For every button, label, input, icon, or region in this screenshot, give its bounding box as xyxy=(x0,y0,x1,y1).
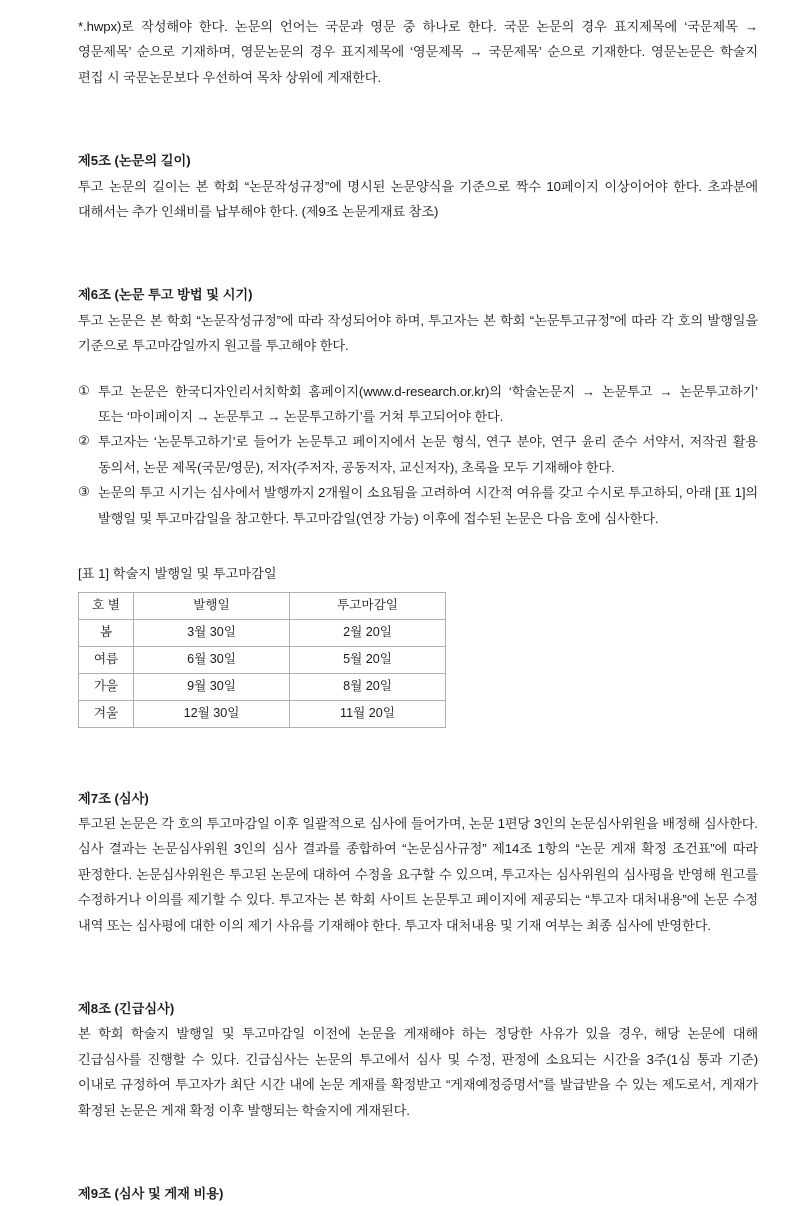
article6-item-list xyxy=(78,379,758,531)
article6-heading: 제6조 (논문 투고 방법 및 시기) xyxy=(78,287,253,303)
table-cell: 8월 20일 xyxy=(290,673,446,700)
spacer xyxy=(78,90,758,148)
article7-body: 투고된 논문은 각 호의 투고마감일 이후 일괄적으로 심사에 들어가며, 논문 1편당 3인의 논문심사위원을 배정해 심사한다. 심사 결과는 논문심사위원 3인의 심사 결과를 종합하여 “논문심사규정” 제14조 1항의 “논문 게재 확정 조건표”에 따라 판정한다. 논문심사위원은 투고된 논문에 대하여 수정을 요구할 수 있으며, 투고자는 심사위원의 심사평을 반영해 원고를 수정하거나 이의를 제기할 수 있다. 투고자는 본 학회 사이트 논문투고 페이지에 제공되는 “투고자 대처내용”에 논문 수정 내역 또는 심사평에 대한 이의 제기 사유를 기재해야 한다. 투고자 대처내용 및 기재 여부는 최종 심사에 반영한다. xyxy=(78,815,758,933)
list-item-text: 투고자는 ‘논문투고하기’로 들어가 논문투고 페이지에서 논문 형식, 연구 분야, 연구 윤리 준수 서약서, 저작권 활용 동의서, 논문 제목(국문/영문), 저자(주저자, 공동저자, 교신저자), 초록을 모두 기재해야 한다. xyxy=(98,434,758,475)
table-cell: 6월 30일 xyxy=(134,646,290,673)
spacer xyxy=(78,1123,758,1181)
table-header-cell: 호 별 xyxy=(79,592,134,619)
article5-heading: 제5조 (논문의 길이) xyxy=(78,153,191,169)
list-item xyxy=(78,480,758,531)
table-cell: 9월 30일 xyxy=(134,673,290,700)
table-cell: 12월 30일 xyxy=(134,700,290,727)
list-item xyxy=(78,379,758,430)
table-row xyxy=(79,700,446,727)
list-marker: ② xyxy=(78,434,90,450)
table-row xyxy=(79,619,446,646)
table-header-cell: 발행일 xyxy=(134,592,290,619)
spacer xyxy=(78,728,758,786)
table-row xyxy=(79,646,446,673)
article8-heading: 제8조 (긴급심사) xyxy=(78,1000,175,1016)
table-cell: 2월 20일 xyxy=(290,619,446,646)
table-cell: 겨울 xyxy=(79,700,134,727)
table-header-cell: 투고마감일 xyxy=(290,592,446,619)
table-cell: 11월 20일 xyxy=(290,700,446,727)
article8-body: 본 학회 학술지 발행일 및 투고마감일 이전에 논문을 게재해야 하는 정당한 사유가 있을 경우, 해당 논문에 대해 긴급심사를 진행할 수 있다. 긴급심사는 논문의 투고에서 심사 및 수정, 판정에 소요되는 시간을 3주(1심 통과 기준) 이내로 규정하여 투고자가 최단 시간 내에 논문 게재를 확정받고 “게재예정증명서”를 발급받을 수 있는 제도로서, 게재가 확정된 논문은 게재 확정 이후 발행되는 학술지에 게재된다. xyxy=(78,1026,758,1118)
article6-body: 투고 논문은 본 학회 “논문작성규정”에 따라 작성되어야 하며, 투고자는 본 학회 “논문투고규정”에 따라 각 호의 발행일을 기준으로 투고마감일까지 원고를 투고해야 한다. xyxy=(78,312,758,354)
table1-caption: [표 1] 학술지 발행일 및 투고마감일 xyxy=(78,566,277,582)
article9-heading: 제9조 (심사 및 게재 비용) xyxy=(78,1185,224,1201)
spacer xyxy=(78,531,758,561)
table-cell: 가을 xyxy=(79,673,134,700)
top-paragraph: *.hwpx)로 작성해야 한다. 논문의 언어는 국문과 영문 중 하나로 한다. 국문 논문의 경우 표지제목에 ‘국문제목 → 영문제목’ 순으로 기재하며, 영문논문의 경우 표지제목에 ‘영문제목 → 국문제목’ 순으로 기재한다. 영문논문은 학술지 편집 시 국문논문보다 우선하여 목차 상위에 게재한다. xyxy=(78,19,758,85)
article5-body: 투고 논문의 길이는 본 학회 “논문작성규정”에 명시된 논문양식을 기준으로 짝수 10페이지 이상이어야 한다. 초과분에 대해서는 추가 인쇄비를 납부해야 한다. (제9조 논문게재료 참조) xyxy=(78,178,758,220)
table-cell: 여름 xyxy=(79,646,134,673)
list-marker: ① xyxy=(78,383,90,399)
table-header-row xyxy=(79,592,446,619)
article7-heading: 제7조 (심사) xyxy=(78,790,149,806)
spacer xyxy=(78,938,758,996)
table-row xyxy=(79,673,446,700)
table-cell: 5월 20일 xyxy=(290,646,446,673)
table-cell: 봄 xyxy=(79,619,134,646)
issue-schedule-table xyxy=(78,592,446,728)
spacer xyxy=(78,359,758,379)
list-marker: ③ xyxy=(78,485,90,501)
list-item-text: 투고 논문은 한국디자인리서치학회 홈페이지(www.d-research.or.kr)의 ‘학술논문지 → 논문투고 → 논문투고하기’ 또는 ‘마이페이지 → 논문투고 → 논문투고하기’를 거쳐 투고되어야 한다. xyxy=(98,383,758,425)
list-item-text: 논문의 투고 시기는 심사에서 발행까지 2개월이 소요됨을 고려하여 시간적 여유를 갖고 수시로 투고하되, 아래 [표 1]의 발행일 및 투고마감일을 참고한다. 투고마감일(연장 가능) 이후에 접수된 논문은 다음 호에 심사한다. xyxy=(98,485,759,526)
table-cell: 3월 30일 xyxy=(134,619,290,646)
list-item xyxy=(78,429,758,480)
spacer xyxy=(78,224,758,282)
